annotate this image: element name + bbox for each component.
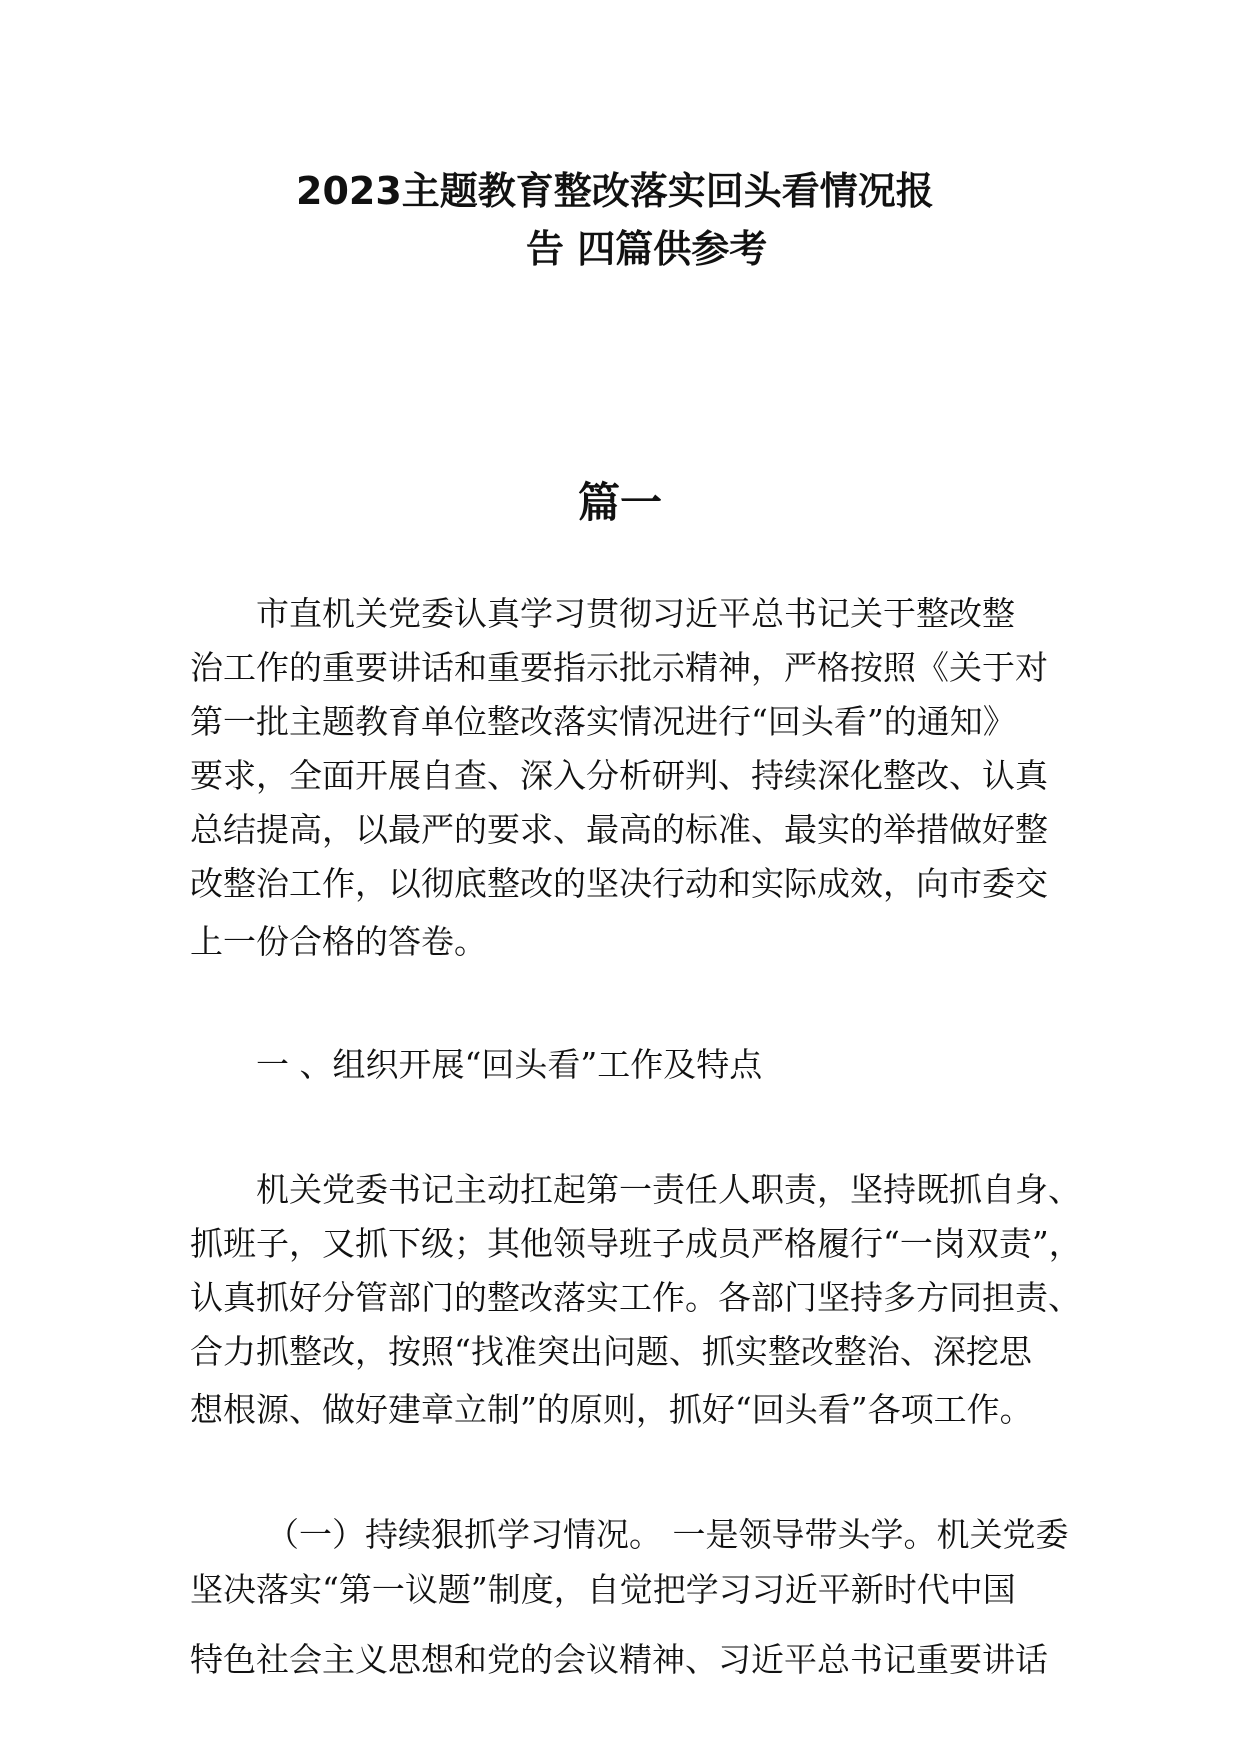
paragraph-line: （一）持续狠抓学习情况。 一是领导带头学。机关党委 <box>266 1515 1069 1554</box>
paragraph-line: 上一份合格的答卷。 <box>190 922 487 961</box>
paragraph-line: 抓班子，又抓下级；其他领导班子成员严格履行“一岗双责”， <box>190 1224 1082 1263</box>
paragraph-line: 合力抓整改，按照“找准突出问题、抓实整改整治、深挖思 <box>190 1332 1032 1371</box>
paragraph-line: 认真抓好分管部门的整改落实工作。各部门坚持多方同担责、 <box>190 1278 1081 1317</box>
paragraph-line: 治工作的重要讲话和重要指示批示精神，严格按照《关于对 <box>190 648 1048 687</box>
paragraph-line: 要求，全面开展自查、深入分析研判、持续深化整改、认真 <box>190 756 1048 795</box>
paragraph-line: 想根源、做好建章立制”的原则，抓好“回头看”各项工作。 <box>190 1390 1033 1429</box>
paragraph-line: 机关党委书记主动扛起第一责任人职责，坚持既抓自身、 <box>256 1170 1081 1209</box>
paragraph-line: 特色社会主义思想和党的会议精神、习近平总书记重要讲话 <box>190 1640 1048 1679</box>
section-heading: 篇一 <box>577 478 662 527</box>
paragraph-line: 改整治工作，以彻底整改的坚决行动和实际成效，向市委交 <box>190 864 1048 903</box>
paragraph-line: 坚决落实“第一议题”制度，自觉把学习习近平新时代中国 <box>190 1570 1016 1609</box>
subheading: 一 、组织开展“回头看”工作及特点 <box>256 1045 763 1084</box>
paragraph-line: 市直机关党委认真学习贯彻习近平总书记关于整改整 <box>256 594 1015 633</box>
document-title-line-1: 2023主题教育整改落实回头看情况报 <box>296 169 934 213</box>
document-title-line-2: 告 四篇供参考 <box>526 227 768 271</box>
paragraph-line: 第一批主题教育单位整改落实情况进行“回头看”的通知》 <box>190 702 1016 741</box>
paragraph-line: 总结提高，以最严的要求、最高的标准、最实的举措做好整 <box>190 810 1048 849</box>
